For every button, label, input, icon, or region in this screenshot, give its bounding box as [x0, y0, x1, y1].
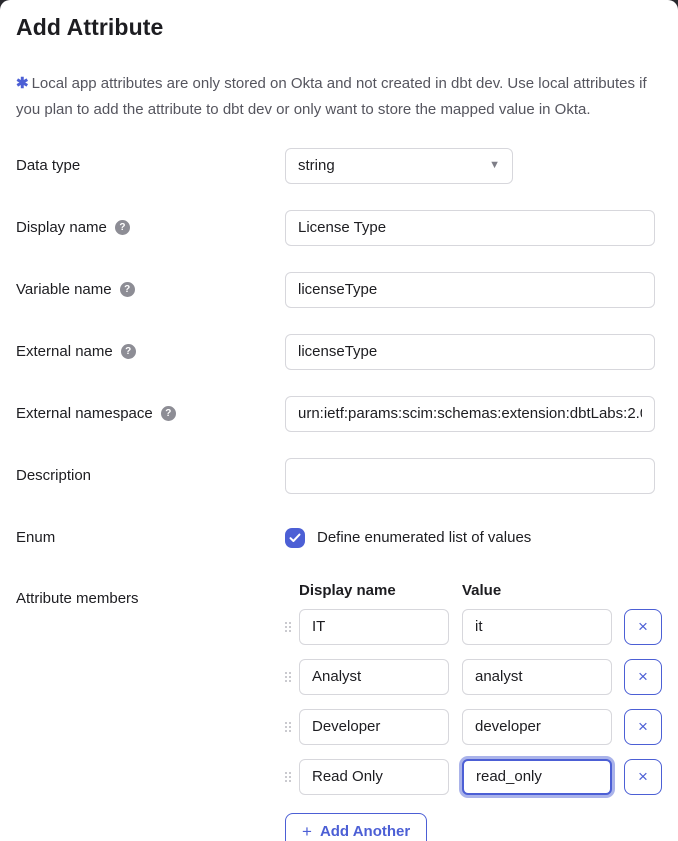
remove-member-button[interactable]: [624, 659, 662, 695]
form-row-attribute-members: [16, 582, 662, 841]
chevron-down-icon: ▼: [489, 159, 500, 171]
attribute-members-label: Attribute members: [16, 589, 139, 607]
local-attribute-note: [16, 71, 662, 124]
member-display-name-input[interactable]: [299, 659, 449, 695]
form-row-external-name: [16, 334, 662, 370]
drag-handle-icon[interactable]: [285, 722, 293, 732]
checkmark-icon: [289, 533, 301, 543]
form-row-variable-name: [16, 272, 662, 308]
member-display-name-input[interactable]: [299, 609, 449, 645]
remove-member-button[interactable]: [624, 709, 662, 745]
enum-checkbox-checked[interactable]: [285, 528, 305, 548]
help-icon[interactable]: ?: [115, 220, 130, 235]
member-row: [285, 709, 662, 745]
member-row: [285, 659, 662, 695]
enum-checkbox-label: Define enumerated list of values: [317, 529, 532, 546]
member-display-name-input[interactable]: [299, 759, 449, 795]
drag-handle-icon[interactable]: [285, 772, 293, 782]
drag-handle-icon[interactable]: [285, 672, 293, 682]
external-namespace-input[interactable]: [285, 396, 655, 432]
member-value-input-focused[interactable]: [462, 759, 612, 795]
drag-handle-icon[interactable]: [285, 622, 293, 632]
form-row-data-type: [16, 148, 662, 184]
remove-member-button[interactable]: [624, 609, 662, 645]
external-namespace-label: External namespace: [16, 405, 153, 422]
member-row: [285, 609, 662, 645]
add-another-button[interactable]: [285, 813, 427, 841]
member-display-name-input[interactable]: [299, 709, 449, 745]
display-name-input[interactable]: [285, 210, 655, 246]
close-icon: ×: [638, 667, 648, 686]
help-icon[interactable]: ?: [161, 406, 176, 421]
close-icon: ×: [638, 767, 648, 786]
close-icon: ×: [638, 617, 648, 636]
member-value-input[interactable]: [462, 609, 612, 645]
column-header-value: Value: [462, 581, 502, 599]
member-value-input[interactable]: [462, 659, 612, 695]
form-row-description: [16, 458, 662, 494]
form-row-external-namespace: [16, 396, 662, 432]
help-icon[interactable]: ?: [120, 282, 135, 297]
note-text: Local app attributes are only stored on Okta and not created in dbt dev. Use local attributes if you plan to add the attribute to dbt dev or only want to store the mapped value in Okta.: [16, 75, 647, 119]
remove-member-button[interactable]: [624, 759, 662, 795]
variable-name-label: Variable name: [16, 281, 112, 298]
description-label: Description: [16, 467, 92, 484]
members-header: [285, 582, 662, 599]
column-header-display-name: Display name: [299, 581, 396, 599]
plus-icon: +: [302, 821, 312, 841]
close-icon: ×: [638, 717, 648, 736]
data-type-select[interactable]: [285, 148, 513, 184]
help-icon[interactable]: ?: [121, 344, 136, 359]
page-title: Add Attribute: [16, 14, 164, 40]
form-row-display-name: [16, 210, 662, 246]
description-input[interactable]: [285, 458, 655, 494]
data-type-label: Data type: [16, 157, 81, 174]
display-name-label: Display name: [16, 219, 107, 236]
member-row: [285, 759, 662, 795]
attribute-members-table: [285, 582, 662, 841]
add-another-label: Add Another: [319, 823, 411, 840]
form-row-enum: [16, 520, 662, 556]
member-value-input[interactable]: [462, 709, 612, 745]
variable-name-input[interactable]: [285, 272, 655, 308]
external-name-label: External name: [16, 343, 113, 360]
asterisk-icon: ✱: [16, 75, 29, 92]
enum-label: Enum: [16, 529, 56, 546]
external-name-input[interactable]: [285, 334, 655, 370]
data-type-selected-value: string: [298, 157, 335, 174]
